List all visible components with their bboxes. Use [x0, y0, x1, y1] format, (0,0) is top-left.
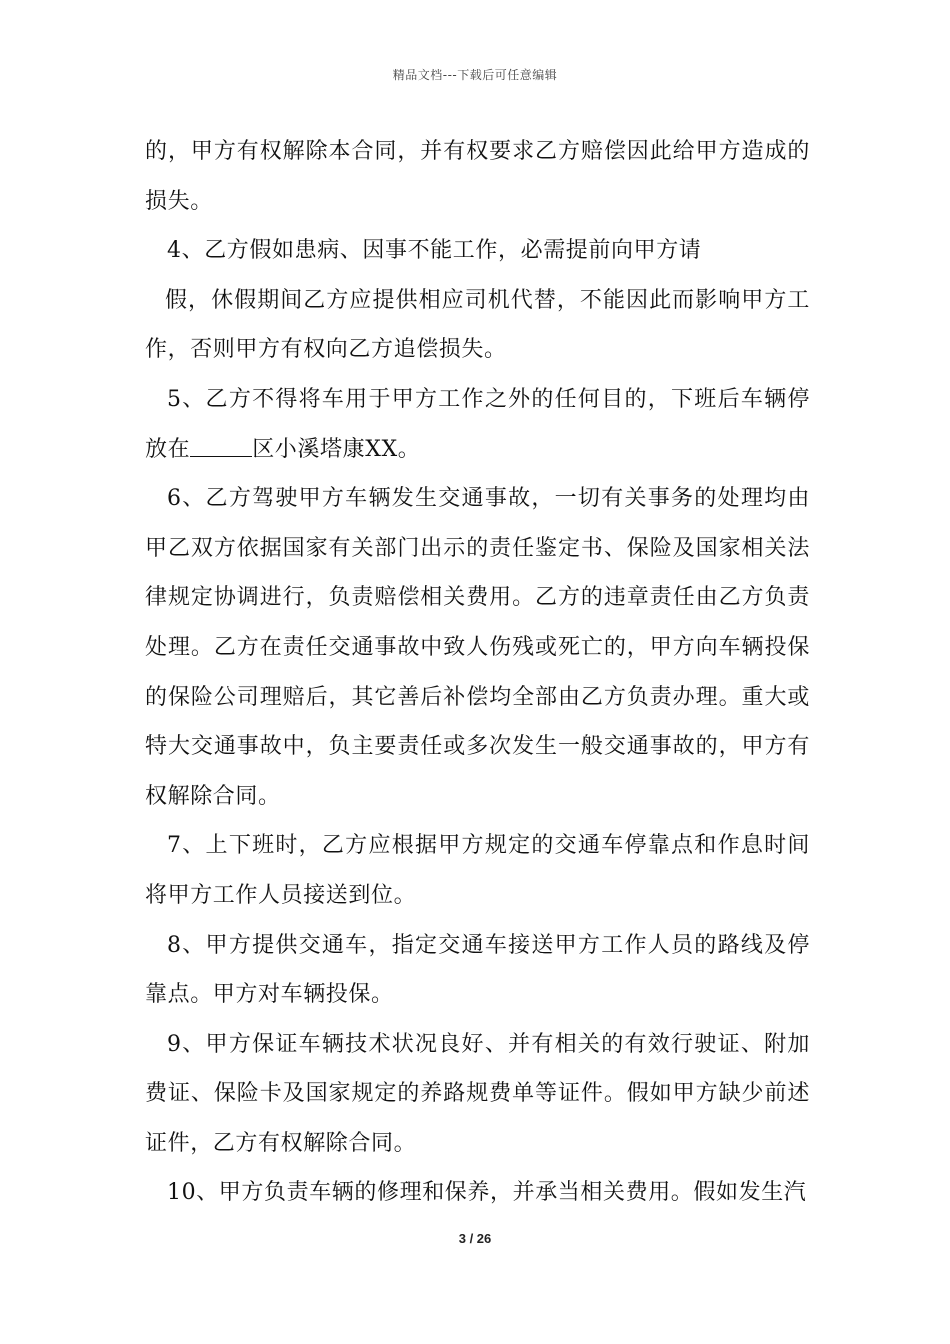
- paragraph-item-7: 7、上下班时，乙方应根据甲方规定的交通车停靠点和作息时间将甲方工作人员接送到位。: [145, 833, 810, 908]
- paragraph-item-9: 9、甲方保证车辆技术状况良好、并有相关的有效行驶证、附加费证、保险卡及国家规定的养路规费单等证件。假如甲方缺少前述证件，乙方有权解除合同。: [145, 1031, 810, 1156]
- document-body: [145, 127, 810, 1218]
- page-number: 3 / 26: [458, 1231, 492, 1246]
- paragraph-continuation: 的，甲方有权解除本合同，并有权要求乙方赔偿因此给甲方造成的损失。: [145, 139, 810, 214]
- paragraph-item-4: 4、乙方假如患病、因事不能工作，必需提前向甲方请: [167, 238, 702, 264]
- fill-in-blank: [190, 436, 252, 457]
- paragraph-item-5: [145, 375, 810, 474]
- paragraph-item-10: 10、甲方负责车辆的修理和保养，并承当相关费用。假如发生汽: [167, 1180, 807, 1206]
- page-header: 精品文档---下载后可任意编辑: [392, 68, 558, 82]
- paragraph-item-5-text-after: 区小溪塔康XX。: [252, 436, 421, 462]
- paragraph-item-8: 8、甲方提供交通车，指定交通车接送甲方工作人员的路线及停靠点。甲方对车辆投保。: [145, 932, 810, 1008]
- paragraph-item-6: 6、乙方驾驶甲方车辆发生交通事故，一切有关事务的处理均由甲乙双方依据国家有关部门出示的责任鉴定书、保险及国家相关法律规定协调进行，负责赔偿相关费用。乙方的违章责任由乙方负责处理。乙方在责任交通事故中致人伤残或死亡的，甲方向车辆投保的保险公司理赔后，其它善后补偿均全部由乙方负责办理。重大或特大交通事故中，负主要责任或多次发生一般交通事故的，甲方有权解除合同。: [145, 486, 810, 809]
- paragraph-item-5-text-before: 5、乙方不得将车用于甲方工作之外的任何目的，下班后车辆停放在: [145, 386, 810, 462]
- paragraph-item-4-continued: 假，休假期间乙方应提供相应司机代替，不能因此而影响甲方工作，否则甲方有权向乙方追偿损失。: [145, 287, 810, 363]
